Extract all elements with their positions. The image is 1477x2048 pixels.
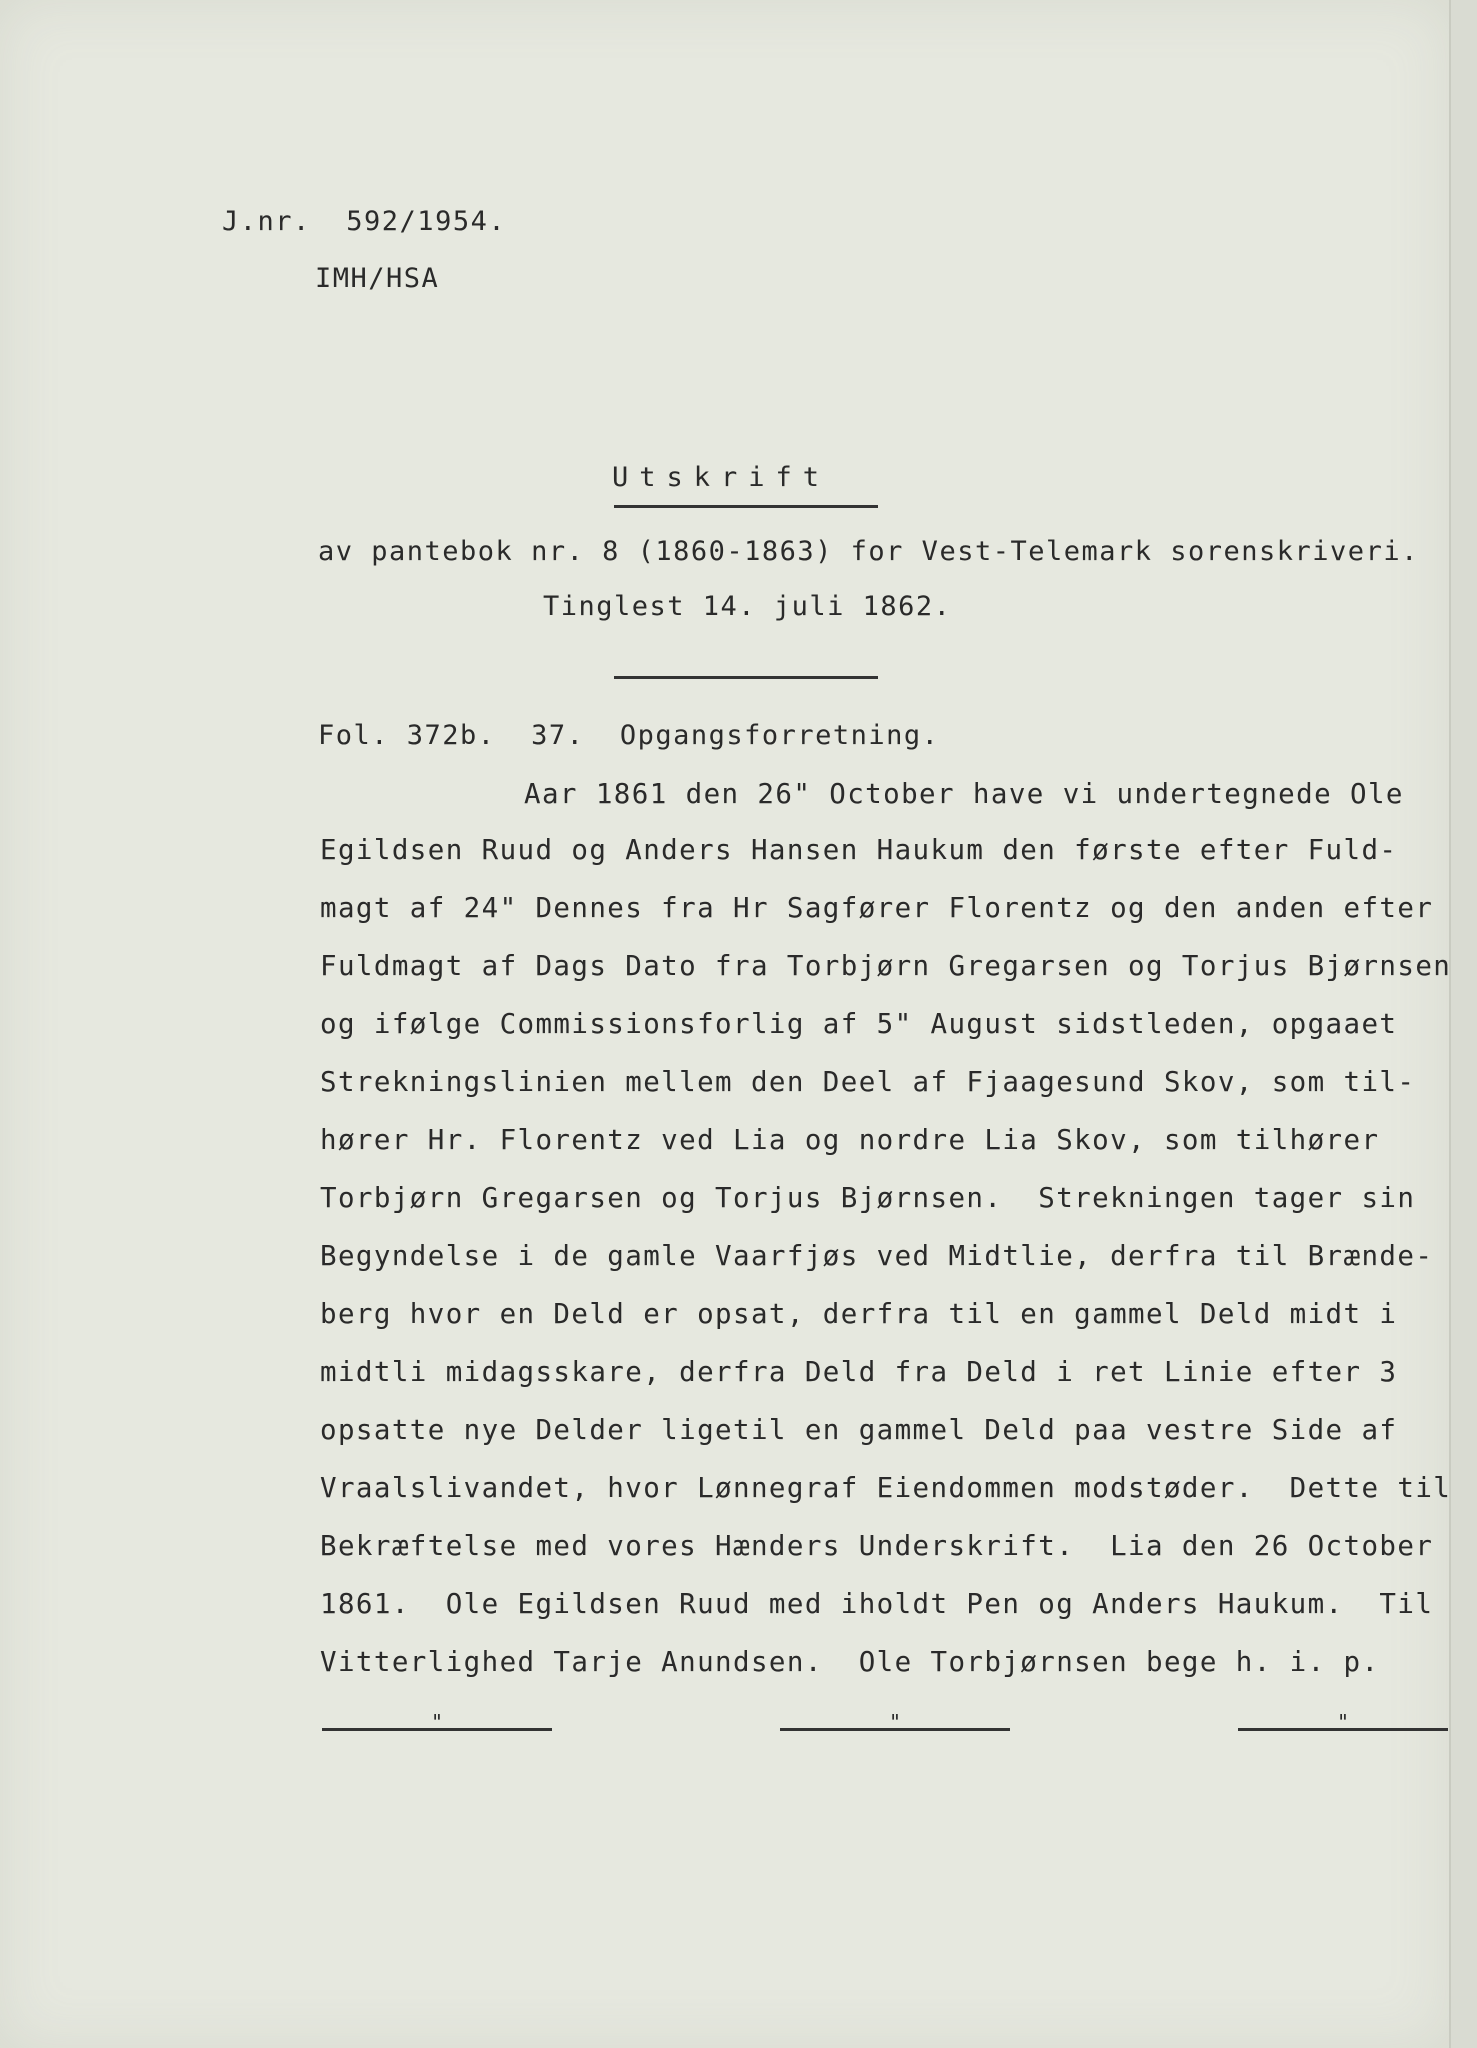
body-line: Aar 1861 den 26" October have vi undertegnede Ole	[524, 778, 1404, 810]
heading-underline	[614, 505, 878, 508]
body-line: Vraalslivandet, hvor Lønnegraf Eiendommen modstøder. Dette til	[320, 1472, 1452, 1504]
body-line: magt af 24" Dennes fra Hr Sagfører Florentz og den anden efter	[320, 892, 1434, 924]
registered-date: Tinglest 14. juli 1862.	[543, 591, 952, 622]
body-line: og ifølge Commissionsforlig af 5" August sidstleden, opgaaet	[320, 1008, 1398, 1040]
body-line: berg hvor en Deld er opsat, derfra til en gammel Deld midt i	[320, 1298, 1398, 1330]
body-line: 1861. Ole Egildsen Ruud med iholdt Pen og Anders Haukum. Til	[320, 1588, 1434, 1620]
journal-number: J.nr. 592/1954.	[222, 206, 507, 237]
body-line: Bekræftelse med vores Hænders Underskrift. Lia den 26 October	[320, 1530, 1434, 1562]
document-heading: Utskrift	[612, 462, 831, 493]
body-line: hører Hr. Florentz ved Lia og nordre Lia Skov, som tilhører	[320, 1124, 1380, 1156]
body-line: Strekningslinien mellem den Deel af Fjaagesund Skov, som til-	[320, 1066, 1416, 1098]
ditto-mark: "	[1336, 1710, 1350, 1734]
signature-line-center	[780, 1710, 1010, 1734]
section-divider	[614, 676, 878, 679]
source-line: av pantebok nr. 8 (1860-1863) for Vest-Telemark sorenskriveri.	[318, 536, 1419, 567]
initials: IMH/HSA	[315, 263, 440, 294]
body-line: Egildsen Ruud og Anders Hansen Haukum den første efter Fuld-	[320, 834, 1398, 866]
signature-line-left	[322, 1710, 552, 1734]
ditto-mark: "	[888, 1710, 902, 1734]
body-line: opsatte nye Delder ligetil en gammel Deld paa vestre Side af	[320, 1414, 1398, 1446]
ditto-mark: "	[430, 1710, 444, 1734]
signature-line-right	[1238, 1710, 1448, 1734]
body-line: midtli midagsskare, derfra Deld fra Deld i ret Linie efter 3	[320, 1356, 1398, 1388]
folio-line: Fol. 372b. 37. Opgangsforretning.	[318, 720, 940, 751]
body-line: Torbjørn Gregarsen og Torjus Bjørnsen. Strekningen tager sin	[320, 1182, 1416, 1214]
body-line: Vitterlighed Tarje Anundsen. Ole Torbjørnsen bege h. i. p.	[320, 1646, 1380, 1678]
body-line: Begyndelse i de gamle Vaarfjøs ved Midtlie, derfra til Brænde-	[320, 1240, 1434, 1272]
body-line: Fuldmagt af Dags Dato fra Torbjørn Gregarsen og Torjus Bjørnsen	[320, 950, 1452, 982]
